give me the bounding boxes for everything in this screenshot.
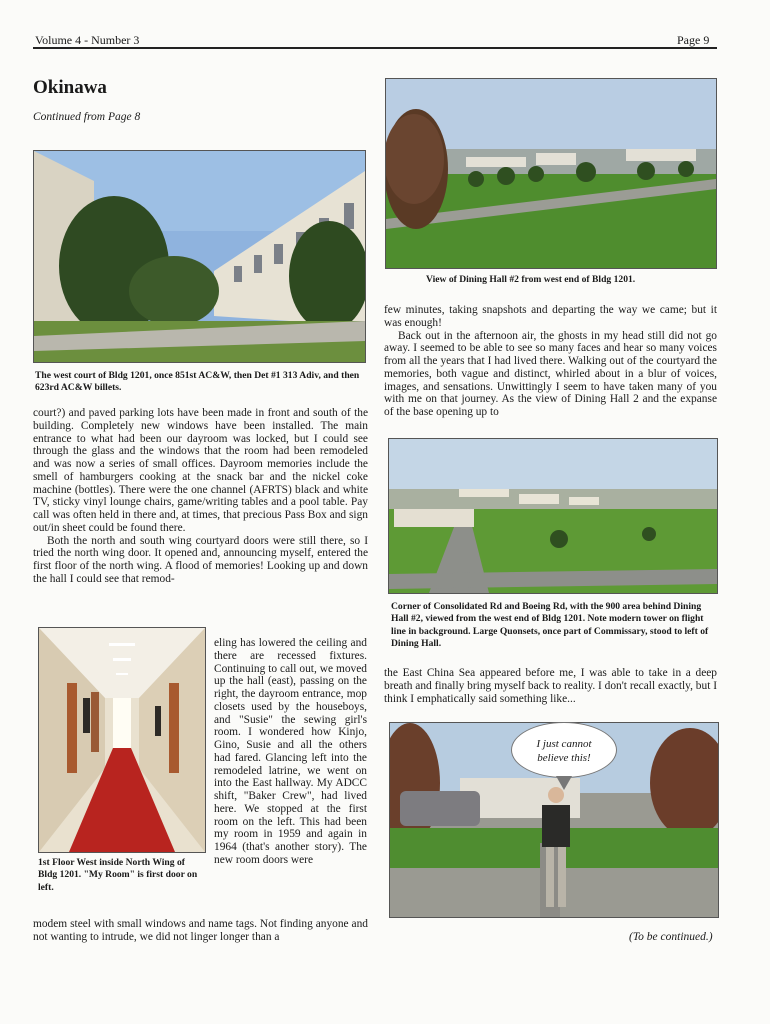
to-be-continued: (To be continued.) <box>629 931 713 943</box>
column1-wrap-text <box>214 637 367 867</box>
volume-number: Volume 4 - Number 3 <box>35 33 140 47</box>
column1-bottom-text <box>33 918 368 944</box>
hallway-caption: 1st Floor West inside North Wing of Bldg 1201. "My Room" is first door on left. <box>38 857 198 893</box>
west-court-photo <box>33 150 366 363</box>
speech-bubble <box>511 722 617 778</box>
col2-paragraph-1: few minutes, taking snapshots and departing the way we came; but it was enough! <box>384 304 717 329</box>
dining-hall-photo <box>385 78 717 269</box>
road-corner-caption: Corner of Consolidated Rd and Boeing Rd, with the 900 area behind Dining Hall #2, viewed from the west end of Bldg 1201. Note modern tower on flight line in background. Large Quonsets, once part of Commissary, stood to left of Dining Hall. <box>391 601 709 650</box>
speech-bubble-tail <box>556 776 572 790</box>
page-number: Page 9 <box>677 33 710 47</box>
column1-text <box>33 407 368 586</box>
header-rule <box>33 47 717 49</box>
col2-paragraph-2: Back out in the afternoon air, the ghosts in my head still did not go away. I seemed to be able to see so many faces and hear so many voices from all the years that I had lived there. Walking out of the courtyard the memories, both vague and distinct, whirled about in a blur of voices, images, and sensations. Unwittingly I seem to have taken many of you with me on that journey. As the view of Dining Hall 2 and the expanse of the base opening up to <box>384 329 717 418</box>
dining-hall-caption: View of Dining Hall #2 from west end of Bldg 1201. <box>426 274 636 285</box>
col2-paragraph-3: the East China Sea appeared before me, I was able to take in a deep breath and finally bring myself back to reality. I don't recall exactly, but I think I emphatically said something like... <box>384 667 717 705</box>
article-title: Okinawa <box>33 77 107 98</box>
hallway-photo <box>38 627 206 853</box>
column2-text-a <box>384 304 717 419</box>
column2-text-b <box>384 667 717 705</box>
continued-from: Continued from Page 8 <box>33 111 141 123</box>
road-corner-photo <box>388 438 718 594</box>
col1-wrap-paragraph: eling has lowered the ceiling and there are recessed fixtures. Continuing to call out, we moved up the hall (east), passing on the right, the dayroom entrance, mop closets used by the houseboys, and "Susie" the sewing girl's room. I wondered how Kinjo, Gino, Susie and all the others had fared. Glancing left into the remodeled latrine, we went on into the East hallway. My ADCC shift, "Baker Crew", had lived here. We stopped at the first room on the left. This had been my room in 1959 and again in 1964 (that's another story). The new room doors were <box>214 637 367 866</box>
col1-paragraph-2: Both the north and south wing courtyard doors were still there, so I tried the north wing door. It opened and, announcing myself, entered the first floor of the north wing. A flood of memories! Looking up and down the hall I could see that remod- <box>33 534 368 585</box>
speech-bubble-line-2: believe this! <box>537 752 591 764</box>
west-court-caption: The west court of Bldg 1201, once 851st AC&W, then Det #1 313 Adiv, and then 623rd AC&W billets. <box>35 370 360 394</box>
speech-bubble-line-1: I just cannot <box>536 738 592 750</box>
col1-paragraph-1: court?) and paved parking lots have been made in front and south of the building. Completely new windows have been installed. The main entrance to what had been our dayroom was locked, but I could see through the glass and the windows that the room had been remodeled and was now a series of small offices. Dayroom memories include the smell of hamburgers cooking at the snack bar and the nickel coke machine (bottles). There were the one channel (AFRTS) black and white TV, sticky vinyl lounge chairs, game/writing tables and a pool table. Pay call was often held in there and, at times, that precious Pass Box and sign out/in sheet could be found there. <box>33 407 368 534</box>
col1-bottom-paragraph: modem steel with small windows and name tags. Not finding anyone and not wanting to intrude, we did not linger longer than a <box>33 918 368 943</box>
